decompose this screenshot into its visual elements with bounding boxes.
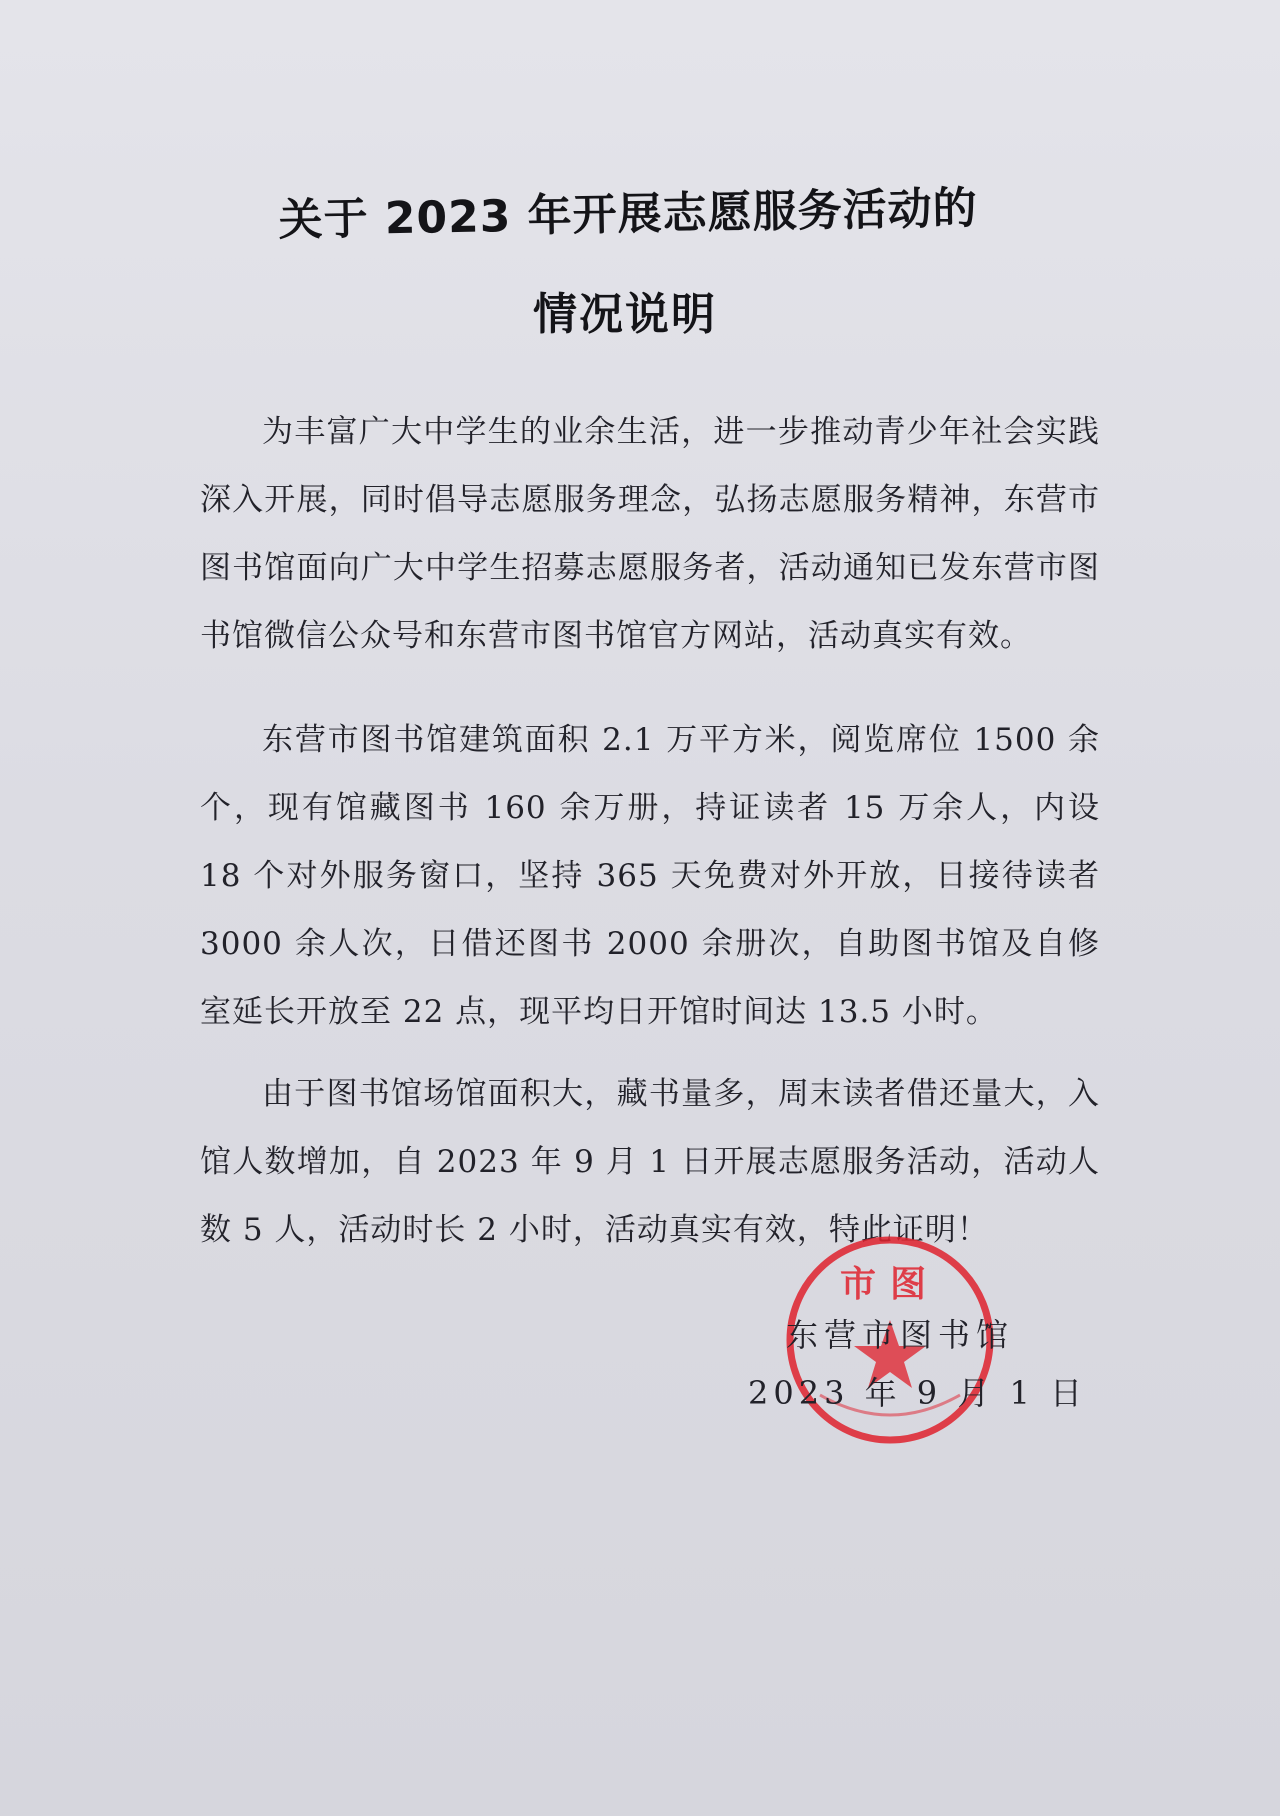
signature-date: 2023 年 9 月 1 日: [748, 1374, 1088, 1412]
paragraph-library-info: 东营市图书馆建筑面积 2.1 万平方米，阅览席位 1500 余个，现有馆藏图书 160 余万册，持证读者 15 万余人，内设 18 个对外服务窗口，坚持 365 天免费对外开放，日接待读者 3000 余人次，日借还图书 2000 余册次，自助图书馆及自修室延长开放至 22 点，现平均日开馆时间达 13.5 小时。: [200, 722, 1100, 1030]
signature-organization: 东营市图书馆: [786, 1316, 1015, 1354]
paragraph-activity-certification: 由于图书馆场馆面积大，藏书量多，周末读者借还量大，入馆人数增加，自 2023 年 9 月 1 日开展志愿服务活动，活动人数 5 人，活动时长 2 小时，活动真实有效，特此证明！: [200, 1076, 1100, 1248]
seal-text: 市图: [839, 1263, 941, 1305]
document-title: 关于 2023 年开展志愿服务活动的: [278, 182, 979, 247]
paragraph-intro: 为丰富广大中学生的业余生活，进一步推动青少年社会实践深入开展，同时倡导志愿服务理念，弘扬志愿服务精神，东营市图书馆面向广大中学生招募志愿服务者，活动通知已发东营市图书馆微信公众号和东营市图书馆官方网站，活动真实有效。: [200, 414, 1100, 654]
document-subtitle: 情况说明: [533, 289, 717, 340]
